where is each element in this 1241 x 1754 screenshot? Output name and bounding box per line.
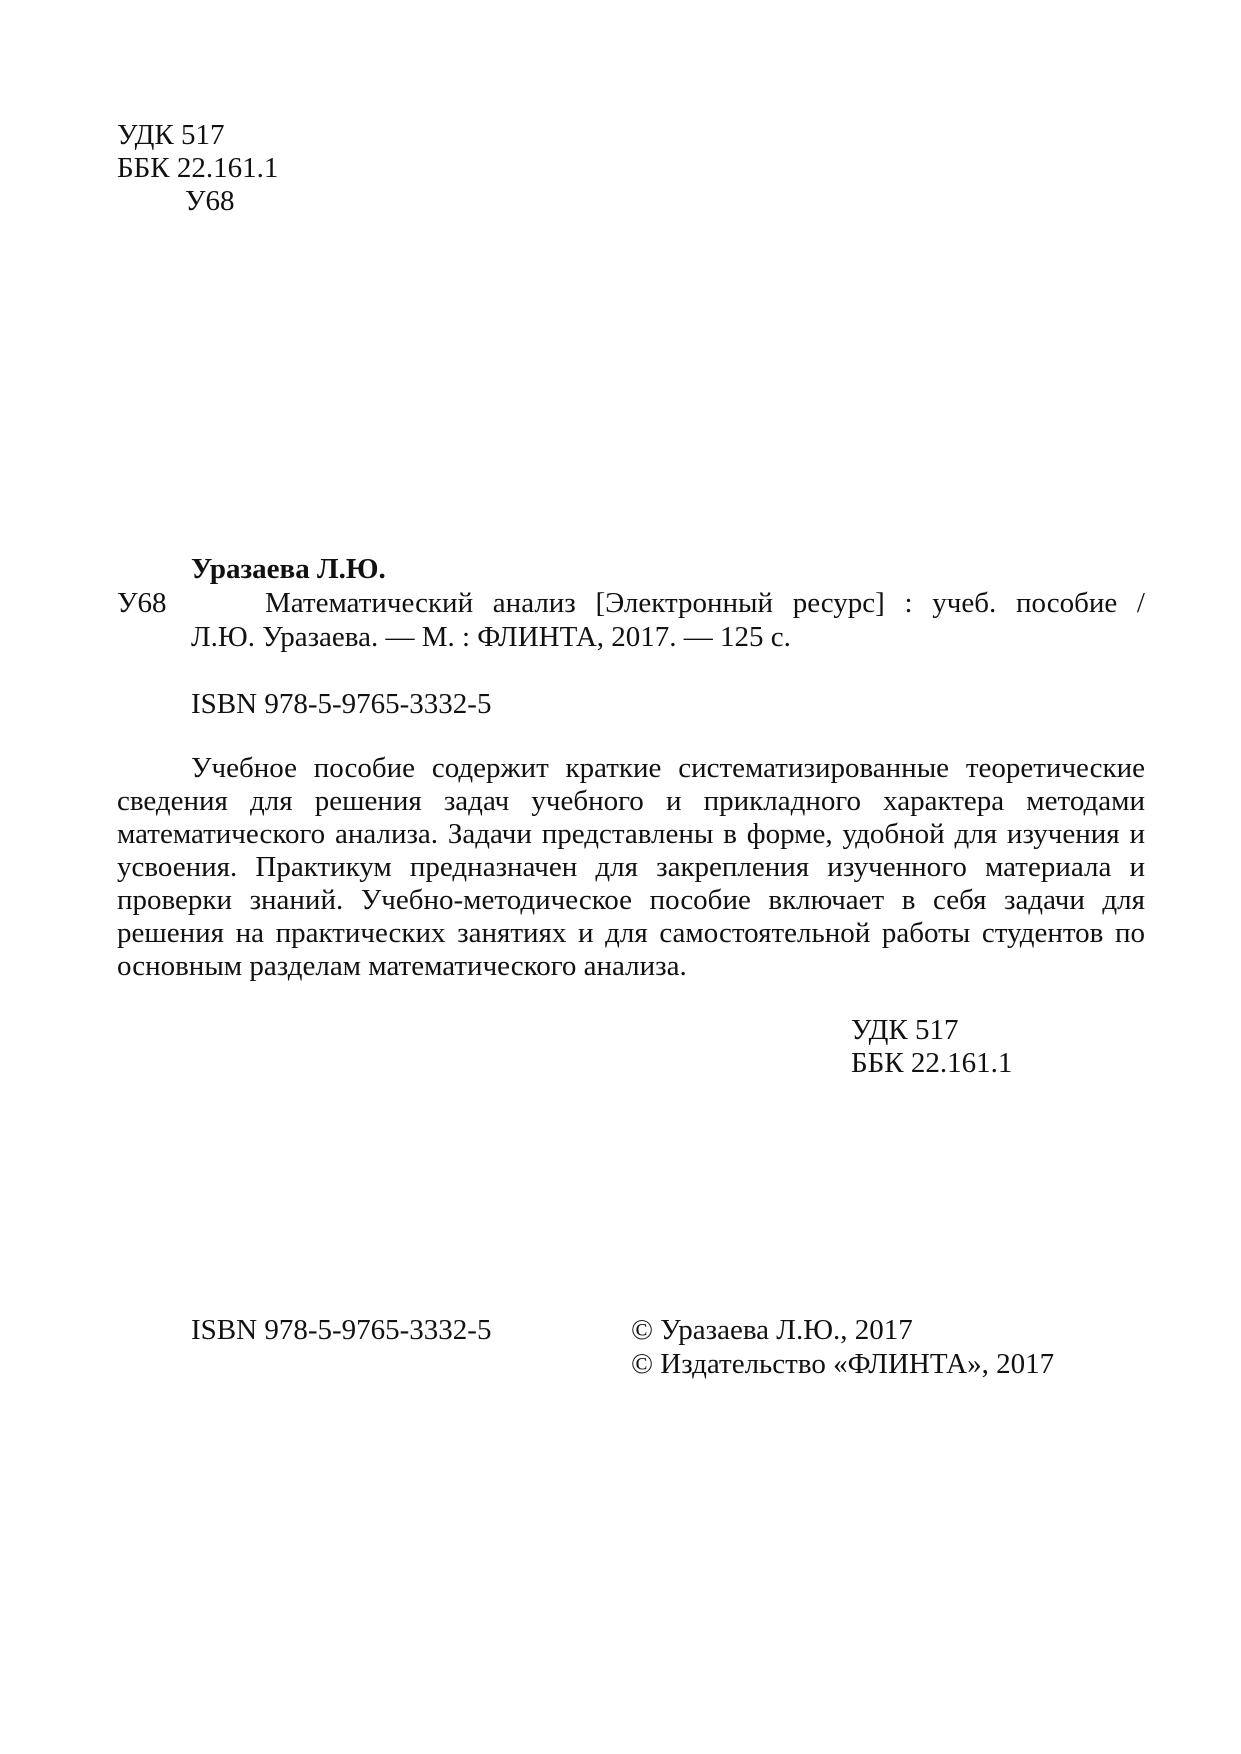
top-author-mark: У68 [185,185,235,217]
annotation-line: усвоения. Практикум предназначен для закрепления изученного материала и [117,851,1145,883]
annotation-line: сведения для решения задач учебного и прикладного характера методами [117,785,1145,817]
footer-copyright-publisher: © Издательство «ФЛИНТА», 2017 [631,1348,1055,1380]
record-title-line-1: Математический анализ [Электронный ресурс] : учеб. пособие / [265,587,1145,619]
top-bbk-code: ББК 22.161.1 [117,152,279,184]
record-isbn: ISBN 978-5-9765-3332-5 [191,688,492,720]
record-author-mark: У68 [117,587,167,619]
bottom-bbk-code: ББК 22.161.1 [851,1047,1013,1079]
record-author: Уразаева Л.Ю. [191,553,386,585]
annotation-line: проверки знаний. Учебно-методическое пособие включает в себя задачи для [117,884,1145,916]
record-title-line-2: Л.Ю. Уразаева. — М. : ФЛИНТА, 2017. — 125 с. [191,621,791,653]
bottom-udk-code: УДК 517 [851,1014,959,1046]
top-udk-code: УДК 517 [117,119,225,151]
footer-copyright-author: © Уразаева Л.Ю., 2017 [631,1314,913,1346]
annotation-paragraph [117,752,1145,983]
annotation-line: решения на практических занятиях и для самостоятельной работы студентов по [117,917,1145,949]
annotation-line: математического анализа. Задачи представлены в форме, удобной для изучения и [117,818,1145,850]
annotation-line: Учебное пособие содержит краткие систематизированные теоретические [191,752,1145,784]
footer-isbn: ISBN 978-5-9765-3332-5 [191,1314,492,1346]
annotation-line: основным разделам математического анализа. [117,950,687,982]
